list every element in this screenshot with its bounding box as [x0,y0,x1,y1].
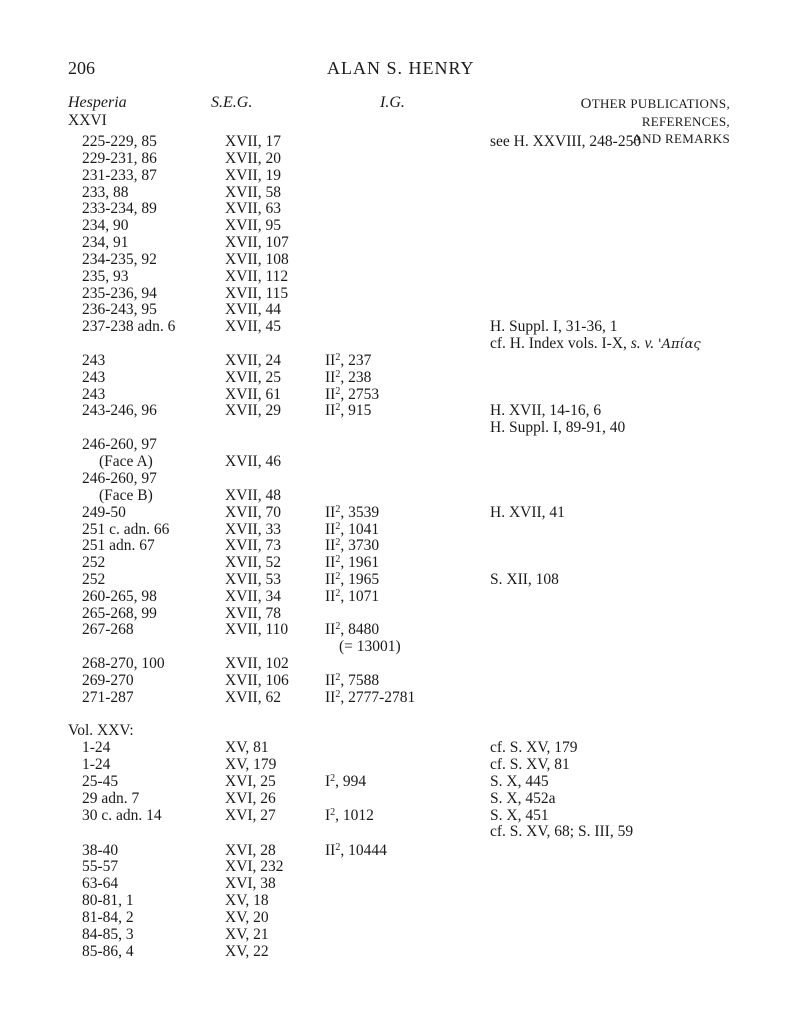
hesperia-cell: 233-234, 89 [82,200,157,217]
hesperia-cell: 25-45 [82,773,119,790]
ig-number: , 1965 [340,571,380,588]
other-publications-cell [490,419,625,436]
hesperia-cell: 229-231, 86 [82,150,157,167]
greek-lemma: 'Απίας [658,337,701,352]
ig-number: , 7588 [340,672,380,689]
other-publications-text: cf. S. XV, 68; S. III, 59 [490,823,634,840]
hesperia-cell: 260-265, 98 [82,588,157,605]
hesperia-cell: 269-270 [82,672,134,689]
ig-edition-superscript: 2 [335,537,341,548]
seg-cell: XVII, 107 [225,234,289,251]
ig-edition-superscript: 2 [335,621,341,632]
ig-number: , 237 [340,352,372,369]
hesperia-cell: 268-270, 100 [82,655,165,672]
ig-cell [339,638,401,655]
ig-edition-superscript: 2 [335,521,341,532]
seg-cell: XVII, 20 [225,150,281,167]
other-publications-text: cf. S. XV, 81 [490,756,570,773]
ig-cell [325,621,379,638]
seg-cell: XVII, 70 [225,504,281,521]
ig-corpus: II [325,504,336,521]
hesperia-cell: 84-85, 3 [82,926,134,943]
hesperia-cell: 1-24 [82,756,111,773]
ig-corpus: II [325,369,336,386]
seg-cell: XVI, 26 [225,790,276,807]
ig-cell [325,554,379,571]
ig-edition-superscript: 2 [330,773,336,784]
ig-cell [325,588,379,605]
hesperia-cell: 80-81, 1 [82,892,134,909]
hesperia-cell: 251 adn. 67 [82,537,155,554]
seg-cell: XVII, 34 [225,588,281,605]
ig-number: , 2753 [340,386,380,403]
hesperia-cell: (Face B) [99,487,153,504]
ig-cell [325,386,379,403]
hesperia-cell: 235, 93 [82,268,129,285]
hesperia-cell: Vol. XXV: [68,722,134,739]
other-publications-cell [490,133,641,150]
hesperia-cell: 234-235, 92 [82,251,157,268]
other-publications-cell [490,318,617,335]
hesperia-cell: 231-233, 87 [82,167,157,184]
ig-corpus: II [325,689,336,706]
ig-corpus: I [325,773,331,790]
other-publications-text: S. X, 451 [490,807,549,824]
other-publications-text: H. XVII, 14-16, 6 [490,402,602,419]
other-publications-cell [490,807,549,824]
seg-cell: XVII, 62 [225,689,281,706]
ig-corpus: I [325,807,331,824]
other-publications-text: see H. XXVIII, 248-250 [490,133,642,150]
seg-cell: XVII, 110 [225,621,289,638]
seg-cell: XVII, 24 [225,352,281,369]
ig-cell [325,672,379,689]
seg-cell: XVII, 108 [225,251,289,268]
other-publications-text: H. XVII, 41 [490,504,565,521]
ig-corpus: II [325,571,336,588]
ig-edition-superscript: 2 [335,842,341,853]
ig-number: , 1041 [340,521,380,538]
hesperia-cell: 265-268, 99 [82,605,157,622]
seg-cell: XV, 81 [225,739,269,756]
other-publications-text: cf. S. XV, 179 [490,739,578,756]
seg-cell: XVII, 29 [225,402,281,419]
hesperia-cell: 233, 88 [82,184,129,201]
hesperia-cell: (Face A) [99,453,153,470]
ig-cell [325,773,366,790]
hesperia-cell: 234, 90 [82,217,129,234]
ig-cell [325,537,379,554]
seg-cell: XVII, 17 [225,133,281,150]
ig-number: , 3539 [340,504,380,521]
other-publications-text: H. Suppl. I, 89-91, 40 [490,419,626,436]
hesperia-cell: 30 c. adn. 14 [82,807,162,824]
seg-cell: XVII, 33 [225,521,281,538]
hesperia-cell: XXVI [68,112,107,129]
seg-cell: XVII, 19 [225,167,281,184]
ig-cell [325,504,379,521]
seg-cell: XVII, 58 [225,184,281,201]
ig-corpus: II [325,672,336,689]
hesperia-cell: 81-84, 2 [82,909,134,926]
hesperia-cell: 251 c. adn. 66 [82,521,170,538]
ig-edition-superscript: 2 [335,402,341,413]
hesperia-cell: 246-260, 97 [82,470,157,487]
other-publications-cell [490,823,633,840]
hesperia-cell: 225-229, 85 [82,133,157,150]
ig-edition-superscript: 2 [335,386,341,397]
seg-cell: XVII, 102 [225,655,289,672]
other-publications-text: S. X, 445 [490,773,549,790]
other-publications-cell [490,756,570,773]
seg-cell: XVII, 95 [225,217,281,234]
seg-cell: XV, 21 [225,926,269,943]
hesperia-cell: 38-40 [82,842,119,859]
other-publications-cell [490,739,578,756]
other-publications-text: H. Suppl. I, 31-36, 1 [490,318,618,335]
column-header-other-line1: THER PUBLICATIONS, REFERENCES, [591,96,730,129]
ig-edition-superscript: 2 [330,807,336,818]
ig-corpus: II [325,386,336,403]
seg-cell: XVII, 48 [225,487,281,504]
hesperia-cell: 1-24 [82,739,111,756]
seg-cell: XV, 20 [225,909,269,926]
other-publications-text: cf. H. Index vols. I-X, [490,335,627,352]
other-publications-cell [490,790,555,807]
seg-cell: XVII, 112 [225,268,289,285]
hesperia-cell: 243-246, 96 [82,402,157,419]
seg-cell: XV, 18 [225,892,269,909]
hesperia-cell: 29 adn. 7 [82,790,140,807]
ig-corpus: (= 13001) [339,638,401,655]
hesperia-cell: 252 [82,554,106,571]
seg-cell: XVII, 53 [225,571,281,588]
other-publications-text: S. XII, 108 [490,571,559,588]
seg-cell: XVII, 73 [225,537,281,554]
seg-cell: XVII, 115 [225,285,289,302]
hesperia-cell: 246-260, 97 [82,436,157,453]
ig-number: , 3730 [340,537,380,554]
running-head: ALAN S. HENRY [327,58,475,78]
ig-number: , 915 [340,402,372,419]
hesperia-cell: 234, 91 [82,234,129,251]
ig-number: , 10444 [340,842,387,859]
ig-corpus: II [325,537,336,554]
seg-cell: XVII, 106 [225,672,289,689]
ig-number: , 1071 [340,588,380,605]
column-header-hesperia: Hesperia [68,94,127,111]
ig-number: , 1961 [340,554,380,571]
hesperia-cell: 243 [82,369,106,386]
hesperia-cell: 249-50 [82,504,126,521]
seg-cell: XVII, 25 [225,369,281,386]
column-header-ig: I.G. [380,94,405,111]
ig-corpus: II [325,402,336,419]
ig-cell [325,807,374,824]
hesperia-cell: 55-57 [82,858,119,875]
ig-number: , 8480 [340,621,380,638]
hesperia-cell: 271-287 [82,689,134,706]
ig-cell [325,571,379,588]
ig-edition-superscript: 2 [335,689,341,700]
other-publications-text: S. X, 452a [490,790,556,807]
ig-cell [325,842,387,859]
column-header-seg: S.E.G. [211,94,253,111]
hesperia-cell: 243 [82,386,106,403]
seg-cell: XVII, 52 [225,554,281,571]
ig-number: , 994 [335,773,367,790]
seg-cell: XVII, 45 [225,318,281,335]
ig-cell [325,352,371,369]
ig-number: , 1012 [335,807,374,824]
ig-corpus: II [325,621,336,638]
hesperia-cell: 252 [82,571,106,588]
other-publications-cell [490,773,549,790]
other-publications-cell [490,402,601,419]
seg-cell: XV, 22 [225,943,269,960]
page-number: 206 [68,58,95,78]
column-header-other-initial: O [580,96,592,112]
ig-edition-superscript: 2 [335,672,341,683]
hesperia-cell: 267-268 [82,621,134,638]
seg-cell: XV, 179 [225,756,277,773]
ig-number: , 238 [340,369,372,386]
hesperia-cell: 235-236, 94 [82,285,157,302]
ig-corpus: II [325,352,336,369]
ig-edition-superscript: 2 [335,352,341,363]
ig-corpus: II [325,554,336,571]
column-header-other-line2: AND REMARKS [632,131,730,146]
other-publications-cell [490,571,559,588]
sub-verbo-abbreviation: s. v. [626,335,659,352]
other-publications-cell [490,335,701,353]
ig-number: , 2777-2781 [340,689,416,706]
ig-corpus: II [325,521,336,538]
ig-corpus: II [325,842,336,859]
ig-edition-superscript: 2 [335,588,341,599]
hesperia-cell: 243 [82,352,106,369]
seg-cell: XVII, 46 [225,453,281,470]
seg-cell: XVII, 63 [225,200,281,217]
seg-cell: XVI, 27 [225,807,276,824]
ig-edition-superscript: 2 [335,369,341,380]
seg-cell: XVI, 232 [225,858,284,875]
seg-cell: XVI, 38 [225,875,276,892]
seg-cell: XVII, 44 [225,301,281,318]
hesperia-cell: 85-86, 4 [82,943,134,960]
seg-cell: XVI, 25 [225,773,276,790]
ig-cell [325,402,371,419]
ig-edition-superscript: 2 [335,571,341,582]
ig-edition-superscript: 2 [335,504,341,515]
seg-cell: XVI, 28 [225,842,276,859]
ig-cell [325,521,379,538]
ig-corpus: II [325,588,336,605]
ig-cell [325,689,415,706]
hesperia-cell: 237-238 adn. 6 [82,318,176,335]
seg-cell: XVII, 61 [225,386,281,403]
hesperia-cell: 63-64 [82,875,119,892]
ig-cell [325,369,371,386]
seg-cell: XVII, 78 [225,605,281,622]
other-publications-cell [490,504,565,521]
ig-edition-superscript: 2 [335,554,341,565]
hesperia-cell: 236-243, 95 [82,301,157,318]
